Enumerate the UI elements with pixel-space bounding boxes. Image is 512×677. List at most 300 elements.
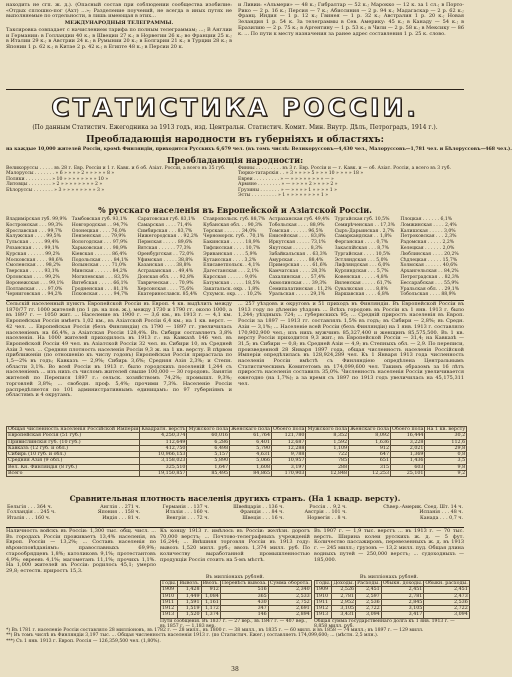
percent-row: Эстляндская . . . 5,0% <box>334 257 388 263</box>
table-cell: Сибирь (10 губ. и обл.) <box>7 452 140 458</box>
nation-row: Поляки . . . . . . . . . » 10 » » » » » » » » 10 » <box>6 176 109 182</box>
table-cell: 2,722 <box>356 606 382 612</box>
percent-row: Уральская . . . . . 29,1% <box>268 292 326 298</box>
table-cell: 10,966,153 <box>140 452 187 458</box>
budget-row <box>315 612 470 618</box>
table-cell: Сумма оборота. <box>269 581 310 586</box>
density-row <box>6 516 464 521</box>
table-cell: 647 <box>349 452 391 458</box>
table-cell: 2,781 <box>381 593 424 599</box>
percent-row: Кутаисская . . . . 3,2% <box>203 257 257 263</box>
table-cell: Германія . . 137 ч. <box>162 505 209 510</box>
percent-row: Минская . . . . . . 84,2% <box>71 269 128 275</box>
table-cell: 1911 <box>315 599 332 605</box>
percent-row: Астраханская . . 49,4% <box>137 269 194 275</box>
percent-row: Якутская . . . . . . 8,3% <box>268 245 323 251</box>
nation-row: Эсты . . . . . . . . . » 1 » » » » » » » » 1 » <box>238 193 329 199</box>
top-right-text: и Ливии: «Альмери» — 48 к.; Гибралтар — 52 к.; Марокко — 12 к. за 1 сл.; в Порто-Рико — 2 р. 16 к.; Персия — 7 к.; Абиссиния — 2 р. 94 к.; Мадагаскар — 2 р. 62 к.; Франц. Индия — 1 р. 12 к.; Гвинея — 1 р. 32 к.; Австралия 1 р. 20 к.; Новая Зеландия 1 р. 54 к. За телеграммы в Сев. Америку: 45 к.; в Канаду — 54 к.; в Бразилию — 2 р. 75 к.; в Аргентину — 1 р. 53 к.; в Чили — 2 р. 58 к.; в Мексику — 86 к. ... По пути к месту назначения за ранее адрес составления 1 р. 25 к. слово. <box>238 2 464 37</box>
nation-row: Армяне . . . . . . . . » — » » » » 2 » » » » 2 » <box>238 182 338 188</box>
percent-row: Калишская . . . . . 3,0% <box>400 228 456 234</box>
table-cell: 8,352 <box>306 433 349 439</box>
table-cell: Обыкн. расходы. <box>425 581 468 586</box>
table-cell: 1909 <box>315 587 332 593</box>
table-cell: 2,533 <box>268 593 311 599</box>
percent-row: Владимірская губ. 99,9% <box>6 217 67 222</box>
density-table <box>6 505 464 525</box>
table-cell: 2,597 <box>356 593 382 599</box>
budget-note: Общая сумма государственнаго долга къ 1 янв. 1913 г. — 8,858 милл. руб. <box>314 618 455 629</box>
percent-row: Тургайская губ. 10,5% <box>334 217 390 222</box>
table-cell: Перевѣсъ вывоза. <box>221 581 267 586</box>
percent-row: Кіевская . . . . . . 86,4% <box>71 251 127 257</box>
percent-row: Приморская . . . . 61,6% <box>268 263 327 269</box>
percent-column <box>6 217 70 299</box>
percent-row: Самарская . . . . 71,4% <box>137 222 192 228</box>
table-cell: 1909 <box>161 587 178 593</box>
table-cell: 3,158,023 <box>140 458 187 464</box>
percent-row: Калужская . . . . 99,5% <box>6 234 61 240</box>
percent-row: Вятская . . . . . . 77,3% <box>137 245 191 251</box>
percent-row: Варшавская . . . . 6,8% <box>334 292 390 298</box>
table-cell: 430 <box>220 599 268 605</box>
table-cell: 0,8 <box>425 452 467 458</box>
table-cell: Швеція . . . 16 ч. <box>242 515 284 521</box>
percent-row: Закаспійская . . . 8,7% <box>334 245 389 251</box>
percent-row: Пензенская . . . 79,9% <box>71 234 126 240</box>
table-cell: 9,8 <box>425 464 467 470</box>
population-row <box>7 471 467 477</box>
table-cell: 3,197 <box>272 464 306 470</box>
percent-row: Харьковская . . . 98,9% <box>71 245 128 251</box>
table-cell: 3,417 <box>381 612 424 618</box>
table-cell: 2,451 <box>424 587 469 593</box>
table-cell: 60,016 <box>187 433 230 439</box>
nation-row: Бѣлоруссы . . . . . . . » 3 » » » » » » » » 3 » <box>6 187 105 193</box>
table-cell: Вел. Кн. Финляндія (8 губ.) <box>7 464 140 470</box>
table-cell: 2,451 <box>381 587 424 593</box>
percent-row: Тобольская . . . . 88,9% <box>400 292 456 298</box>
table-cell: Европейская Россія (51 губ.) <box>7 433 140 439</box>
table-cell: Венгрія . . . 72 ч. <box>166 515 209 521</box>
table-cell: Испанія . . . 48 ч. <box>419 510 463 516</box>
table-cell: 2,781 <box>332 593 356 599</box>
table-cell: Всего <box>7 471 140 477</box>
percent-row: Екатеринославск. 85,4% <box>137 292 198 298</box>
table-cell: 1,369 <box>391 452 425 458</box>
table-cell: 1911 <box>161 599 178 605</box>
table-cell: 5,066 <box>230 458 272 464</box>
table-cell: Норвегія . . 8 ч. <box>307 515 347 521</box>
table-cell: 1,084 <box>201 593 220 599</box>
table-cell: 85,495 <box>187 471 230 477</box>
table-cell: 1,428 <box>178 587 201 593</box>
percent-column <box>137 217 201 299</box>
percent-row: Оренбургская . . 72,0% <box>137 251 194 257</box>
percent-row: Батумская . . . . . 18,5% <box>203 280 260 286</box>
trade-table <box>160 575 310 629</box>
page-title: СТАТИСТИКА РОССІИ. <box>51 93 419 122</box>
table-cell: 603 <box>391 464 425 470</box>
table-cell: 2,021 <box>391 445 425 451</box>
percent-row: Самаркандская . . 1,8% <box>334 234 392 240</box>
table-cell: 1,436 <box>391 458 425 464</box>
percent-row: Олонецкая . . . . 76,0% <box>71 228 127 234</box>
table-cell: 12,848 <box>306 471 349 477</box>
table-cell: 1913 <box>161 612 178 618</box>
nations-heading-2: Преобладающія народности: <box>166 155 304 165</box>
percent-row: Иркутская . . . . . 73,1% <box>268 240 326 246</box>
percent-row: Терская . . . . . . 34,0% <box>203 228 257 234</box>
bottom-mid-text: Къ концу 1913 г. имѣлось въ Россіи: желѣзн. дорогъ 70,000 верстъ; ... Почтово-телеграфныхъ учрежденій 16,244; ... Внѣшняя торговля Россіи въ 1913 году: вывозъ 1,520 милл. руб.; ввозъ 1,374 милл. руб. По количеству выработанной промышленностью продукціи Россія стоитъ на 5-мъ мѣстѣ. <box>160 528 310 563</box>
table-cell: 19,150,857 <box>140 471 187 477</box>
percent-row: Новгородская . . 94,7% <box>71 222 128 228</box>
table-cell: 1,636 <box>349 439 391 445</box>
percent-row: Тамбовская губ. 93,1% <box>71 217 128 222</box>
percent-row: Петроградская . . 82,3% <box>400 274 460 280</box>
percent-row: Херсонская . . . . 75,6% <box>137 286 194 292</box>
percent-row: Полтавская . . . . 97,0% <box>6 286 63 292</box>
telegram-heading: МЕЖДУНАРОДНЫЯ ТЕЛЕГРАММЫ. <box>64 20 174 27</box>
table-cell: 5,890 <box>187 458 230 464</box>
col-header: Женскаго пола <box>350 427 390 432</box>
percent-row: Смоленская . . . 98,2% <box>6 263 61 269</box>
percent-row: Камчатская . . . . 28,3% <box>268 269 326 275</box>
percent-row: Симбирская . . . 83,7% <box>137 228 193 234</box>
table-cell: Канада . . . 0,7 ч. <box>420 515 463 521</box>
top-right-column <box>238 3 464 87</box>
col-header: На 1 кв. версту <box>426 427 466 432</box>
percent-row: Сувалкская . . . . 8,8% <box>334 286 388 292</box>
percent-row: Бакинская . . . . . 18,9% <box>203 240 261 246</box>
table-cell: 1,449 <box>178 593 201 599</box>
percent-row: Плоцкая . . . . . . 6,1% <box>400 217 453 222</box>
narrative-right: ... 257 уѣздовъ и округовъ и 51 приходъ въ Финляндіи. Въ Европейской Россіи въ 1913 году по дѣленію уѣздовъ ... Всѣхъ городовъ въ Россіи къ 1 янв. 1913 г. было 1,244; уѣздныхъ 724; ... губернскихъ 95; ... Средній приростъ населенія въ Европ. Россіи за 1897 — 1913 гг. составлялъ 1,5% въ годъ; въ Сибири — 2,8%; въ Средн. Азіи — 3,1%; ... Населеніе всей Россіи (безъ Финляндіи) на 1 янв. 1913 г. составляло 170,902,900 чел.; изъ нихъ мужчинъ 85,327,400 и женщинъ 85,575,500. Въ 1 кв. версту Россіи приходится 9,3 жит.; въ Европейской Россіи — 31,4; на Кавказѣ — 31,5; въ Сибири — 0,8; въ Средней Азіи — 4,9; въ Степныхъ обл. — 2,9. По переписи, произведенной 28 Января 1897 года, общая численность населенія Россійской Имперіи опредѣлилась въ 128,924,289 чел. Къ 1 Января 1913 года численность населенія Россіи вмѣстѣ съ Финляндіею опредѣлена Центральнымъ Статистическимъ Комитетомъ въ 174,099,600 чел. Такимъ образомъ за 16 лѣтъ приростъ населенія составилъ 35,0%. Численность населенія Россіи увеличивается ежегодно (на 1,7%); а за время съ 1897 по 1913 годъ увеличилась на 45,175,311 чел. <box>238 301 464 387</box>
percent-row: Енисейская . . . . 83,8% <box>268 234 326 240</box>
table-cell: Россія . . 9,2 ч. <box>309 505 347 510</box>
table-cell: Бельгія . . . 364 ч. <box>7 505 53 510</box>
percent-row: Карсская . . . . . . 9,0% <box>203 274 257 280</box>
table-cell: 3,094 <box>424 612 469 618</box>
percent-row: Петроковская . . . 2,3% <box>400 234 457 240</box>
table-cell: 2,894 <box>268 612 311 618</box>
table-cell: Сѣвер.-Америк. Соед. Шт. 14 ч. <box>383 505 463 510</box>
percent-row: Орловская . . . . 99,2% <box>6 274 60 280</box>
percent-heading: % русскаго населенія въ Европейской и Азіатской Россіи. <box>98 205 372 215</box>
percent-column <box>269 217 333 299</box>
top-left-column <box>6 3 232 87</box>
trade-caption: Въ милліонахъ рублей. <box>205 575 265 580</box>
percent-column <box>335 217 399 299</box>
percent-row: Уфимская . . . . . 38,8% <box>137 257 193 263</box>
percent-row: Дагестанская . . . 2,1% <box>203 269 259 275</box>
bottom-right-text: Въ 1907 г. — 1,9 тыс. верстъ ... въ 1913 г. — 70 тыс. верстъ. Ширина колеи русскихъ ж. д. — 5 фут. Количество пассажировъ, перевезенныхъ ж. д. въ 1913 г. — 245 милл.; грузовъ — 13,2 милл. пуд. Общая длина водныхъ путей — 250,000 верстъ; ... судоходныхъ — 185,000. <box>314 528 464 563</box>
table-cell: Австрія . . 101 ч. <box>304 510 347 516</box>
percent-row: Нижегородская . . 92,2% <box>137 234 199 240</box>
table-cell: 2,845 <box>381 599 424 605</box>
percent-row: Акмолинская . . . 39,3% <box>268 280 327 286</box>
col-header: Квадратн. верстъ <box>141 427 186 432</box>
trade-note: Пути сообщенія. Въ 1837 г. — 27 вер., въ 1847 г. — 407 вер., въ 1857 г. — 1,183 вер. <box>160 618 308 629</box>
percent-row: Астраханская губ. 49,4% <box>268 217 330 222</box>
percent-row: Ломжинская . . . . 2,4% <box>400 222 457 228</box>
nation-row: Евреи . . . . . . . . . » — » » » » » » » » — » <box>238 176 334 182</box>
percent-row: Донская обл. . . . 92,8% <box>137 274 195 280</box>
table-cell: 30,2 <box>425 433 467 439</box>
table-cell: 3,105 <box>332 606 356 612</box>
percent-row: Витебская . . . . . 66,1% <box>71 280 128 286</box>
table-cell: Япония . . 158 ч. <box>97 510 141 516</box>
percent-row: Холмская . . . . . . 40,6% <box>400 263 458 269</box>
percent-row: Виленская . . . . . 61,7% <box>334 280 392 286</box>
table-cell: Вывозъ. <box>179 581 200 586</box>
nation-row: Малоруссы . . . . . . . » 6 » » » » 2 » » » » » 8 » <box>6 171 115 177</box>
table-cell: 170,903 <box>272 471 306 477</box>
table-cell: 4,631 <box>230 452 272 458</box>
percent-row: Псковская . . . . . 94,7% <box>71 292 129 298</box>
table-cell: Средняя Азія (9 обл.) <box>7 458 140 464</box>
top-left-text: находить не сгп. ж. д.). (Опасный состав при соблюдении сообщества изобилие: «Отдых сплошно-пог (Ахт) ...»; Разделение поучений, не всегда в иных путях не выполняемые по отдельности, в лишь имеющая в этих... <box>6 2 232 20</box>
percent-row: Забайкальская . . 63,3% <box>268 251 328 257</box>
table-cell: 2,473 <box>424 593 469 599</box>
table-cell: Голландія . . 245 ч. <box>7 510 56 516</box>
percent-row: Ферганская . . . . 0,7% <box>334 240 389 246</box>
table-cell: 3,228 <box>391 439 425 445</box>
percent-grid <box>6 217 464 299</box>
budget-row <box>315 581 470 587</box>
budget-table <box>314 575 468 629</box>
percent-row: Сухумск. окр. . . . 10,2% <box>203 292 262 298</box>
percent-row: Ярославская . . . 99,7% <box>6 228 63 234</box>
table-cell: 1912 <box>315 606 332 612</box>
percent-row: Черниговская . . 94,2% <box>6 292 63 298</box>
table-cell: 2,340 <box>268 587 311 593</box>
table-cell: 1,608 <box>230 464 272 470</box>
nation-row: Финны . . . . . . . . . въ 3 г. Евр. Россіи и — г. Кавк. и — об. Азіат. Россіи, а всего въ 3 губ. <box>238 166 451 171</box>
table-cell: 1913 <box>315 612 332 618</box>
percent-row: Тобольская . . . . 88,9% <box>268 222 325 228</box>
table-cell: 1,109 <box>306 445 349 451</box>
table-cell: 785 <box>306 458 349 464</box>
table-cell: Франція . . . 84 ч. <box>240 510 284 516</box>
table-cell: 3,431 <box>332 612 356 618</box>
percent-row: Сыръ-Дарьинская . 2,7% <box>334 228 395 234</box>
nation-row: Грузины . . . . . . . » — » » » » 1 » » » » 1 » <box>238 187 337 193</box>
table-cell: 1,592 <box>306 439 349 445</box>
percent-row: Рязанская . . . . 99,1% <box>6 245 60 251</box>
table-cell: 347 <box>220 606 268 612</box>
percent-row: Тургайская . . . . 10,5% <box>334 251 391 257</box>
table-cell: 3,105 <box>381 606 424 612</box>
table-cell: 2,722 <box>424 606 469 612</box>
percent-row: Вологодская . . . 97,9% <box>71 240 128 246</box>
col-header: Женскаго пола <box>231 427 271 432</box>
table-cell: 3,5 <box>425 458 467 464</box>
footnote: **) Въ томъ числѣ въ Финляндіи 3,197 тыс. ... Общая численность населенія 1913 г. (по Статистич. Ежег.) составляетъ 174,099,600; ... (мѣстн. 2,5 млн.). <box>6 633 379 639</box>
percent-row: Уральская обл. . . 29,1% <box>400 286 460 292</box>
table-cell: Кавказъ (12 губ. и обл.) <box>7 445 140 451</box>
table-cell: 8,092 <box>349 433 391 439</box>
table-cell: 12,288 <box>272 445 306 451</box>
table-cell: 112,649 <box>140 439 187 445</box>
nations-heading: Преобладающія народности въ губерніяхъ и областяхъ: <box>86 135 384 145</box>
table-cell: Италія . . . 160 ч. <box>165 510 209 516</box>
footnote: *) Въ 1781 г. населеніе Россіи составляло 28 милліоновъ, въ 1782 г. — 28 милл., въ 1800 г. — 38 милл., въ 1835 г. — 60 милл. и въ 1858 — 74 милл.; въ 1897 г. — 129 милл. <box>6 628 424 633</box>
table-cell: 16,444 <box>391 433 425 439</box>
table-cell: Доходы. <box>333 581 355 586</box>
col-header: Обоего пола <box>392 427 424 432</box>
table-cell: Швейцарія . . 136 ч. <box>233 505 284 510</box>
table-cell: 315 <box>349 464 391 470</box>
percent-row: Тверская . . . . . 93,1% <box>6 269 60 275</box>
percent-row: Курляндская . . . 5,7% <box>334 269 389 275</box>
percent-row: Курская . . . . . . 99,2% <box>6 251 60 257</box>
density-heading: Сравнительная плотность населенія другихъ странъ. (На 1 квадр. версту). <box>69 494 401 503</box>
percent-row: Сѣдлецкая . . . . . 15,7% <box>400 257 458 263</box>
table-cell: 2,952 <box>332 599 356 605</box>
narrative-left: Сельскій населенный пунктъ Европейской Россіи въ Европ. 4 кв. выдѣлить между 1870/77 гг. 1000 жителей (по 1 дв. на пов. ж.), между 1730 и 1790 гг. около 1000, а въ 1897 г. — 1050 жит. ... Население въ 1900 г. — 3,6 км., въ 1913 г. — 4,1 км. Европейская Россія имѣетъ 1,02 км., въ Азіатской Россіи 6,4 км.; на 1 кв. верст. — 42 чел. ... Европейская Россія (безъ Финляндіи) съ 1790 — 1897 гг. увеличилась населеніемъ на 66,4%, а Азіатская Россія 128,4%. Въ Сибири составляетъ 3,8% населенія. На 1000 жителей приходилось въ 1913 г.: на Кавказѣ 146 чел. въ Европейской Россіи 49 чел. въ Азіатской Россіи 32 чел. въ Сибири 10, въ Средней Азіи 3 чел. ... Средняя плотность населенія Россіи 9,3 ж. на 1 кв. версту. В пѣрвом приближеніи (по отношенію къ числу годовъ) Европейская Россія прирастала по 1,5—2% въ годъ; Кавказъ — 2,9%; Сибирь 3,6%; Средняя Азія 2,3%; и Степн. области 3,1%. Во всей Россіи въ 1913 г. было городскихъ поселеній 1,244 съ населеніемъ ... изъ нихъ съ числомъ жителей свыше 100,000 — 30 городовъ. Занятія жителей по Перепися 1897 г.: сельск. хозяйствомъ 74,2%; промышл. 9,3%; торговлей 3,8%; ... свободн. проф. 5,4%; прочими 7,3%. Населеніе Россіи распредѣляется по 101 административнымъ единицамъ: по 97 губерніямъ и областямъ и 4 округамъ. <box>6 301 232 399</box>
table-cell: 2,451 <box>356 587 382 593</box>
table-cell: 4,250,374 <box>140 433 187 439</box>
bottom-left-text: Наличность войскъ въ Россіи: 1,300 тыс. общ. числ. ... Въ городахъ Россіи проживаетъ 13,4% населенія, въ Европ. Россіи — 13,2%; ... Составъ населенія по вѣроисповѣданіямъ: православныхъ 69,9%; старообрядцевъ 1,8%; католиковъ 9,1%; протестантовъ 4,9%; евреевъ 4,1%; магометанъ 11,1%; прочихъ 1,1%. На 1,000 жителей въ Россіи: родилось 45,1; умерло 29,8; естеств. приростъ 15,3. <box>6 528 156 574</box>
percent-row: Бессарабская . . . 55,9% <box>400 280 459 286</box>
nations-summary: на каждые 10,000 жителей Россіи, кромѣ Финляндіи, приходится Русскихъ 6,679 чел. (въ томъ числѣ: Великоруссовъ—4,430 чел., Малоруссовъ—1,781 чел. и Бѣлоруссовъ—468 чел.). <box>6 147 512 152</box>
col-header: Обоего пола <box>273 427 305 432</box>
table-cell: 6,401 <box>230 439 272 445</box>
table-cell: 61,764 <box>230 433 272 439</box>
page-subtitle: (По данным Статистич. Ежегодника за 1913 годъ, изд. Центральн. Статистич. Комит. Мин. Внутр. Дѣлъ, Петроградъ, 1914 г.). <box>32 124 438 131</box>
table-cell: 288 <box>306 464 349 470</box>
table-cell: 25,101 <box>391 471 425 477</box>
table-cell: 1,161 <box>201 599 220 605</box>
percent-row: Тифлисская . . . . 10,7% <box>203 245 261 251</box>
table-cell: 9,2 <box>425 471 467 477</box>
table-cell: 912 <box>201 587 220 593</box>
table-cell: 1,591 <box>178 599 201 605</box>
percent-row: Келецкая . . . . . . 2,0% <box>400 245 455 251</box>
table-cell: Индія . . . 81 ч. <box>102 515 141 521</box>
table-cell: 12,253 <box>349 471 391 477</box>
table-cell: 325,510 <box>140 464 187 470</box>
percent-row: Люблинская . . . . 20,2% <box>400 251 459 257</box>
percent-row: Ставропольск. губ. 88,7% <box>203 217 266 222</box>
percent-row: Казанская . . . . 38,8% <box>137 263 191 269</box>
nation-row: Литовцы . . . . . . . . » 2 » » » » » » » » 2 » <box>6 182 103 188</box>
table-cell: 29,8 <box>425 445 467 451</box>
table-cell: 1912 <box>161 606 178 612</box>
table-cell: 1910 <box>315 593 332 599</box>
table-cell: 5,790 <box>230 445 272 451</box>
col-header: Мужского пола <box>188 427 229 432</box>
table-cell: 9,788 <box>272 452 306 458</box>
table-cell: 6,498 <box>187 445 230 451</box>
table-cell: 912 <box>349 445 391 451</box>
table-cell: 1,519 <box>178 606 201 612</box>
percent-row: Закатальск. окр. . 1,8% <box>203 286 260 292</box>
table-cell: 1,520 <box>178 612 201 618</box>
percent-row: Воронежская . . . 99,1% <box>6 280 64 286</box>
nations-left-list <box>6 166 232 202</box>
percent-row: Подольская . . . . 84,1% <box>71 257 129 263</box>
nations-right-list <box>238 166 464 202</box>
table-cell: 2,536 <box>424 599 469 605</box>
table-cell: Обыкн. доходы. <box>382 581 423 586</box>
population-table <box>6 426 464 493</box>
percent-column <box>203 217 267 299</box>
footnote: ***) Съ 1 янв. 1913 г. Европ. Россія — 126,359,500 чел. (1,80%). <box>6 638 161 644</box>
page-number: 38 <box>231 666 239 673</box>
percent-row: Тульская . . . . . 99,4% <box>6 240 59 246</box>
percent-row: Кубанская обл. . . 90,3% <box>203 222 263 228</box>
col-header: Мужского пола <box>307 427 348 432</box>
table-cell: Годы. <box>316 581 331 586</box>
footnotes <box>6 628 464 664</box>
percent-row: Таврическая . . . 70,9% <box>137 280 194 286</box>
divider-top <box>6 89 464 90</box>
percent-row: Радомская . . . . . 2,2% <box>400 240 455 246</box>
percent-row: Амурская . . . . . 88,4% <box>268 257 324 263</box>
percent-row: Могилевская . . . 83,5% <box>71 274 129 280</box>
percent-row: Лифляндская . . . 6,0% <box>334 263 390 269</box>
table-cell: 2,752 <box>268 599 311 605</box>
percent-row: Семирѣченская . . 17,3% <box>334 222 395 228</box>
table-cell: Привислинскія губ. (10 губ.) <box>7 439 140 445</box>
table-cell: Италія . . . 160 ч. <box>7 515 51 521</box>
table-cell: 1,374 <box>201 612 220 618</box>
percent-column <box>400 217 464 299</box>
table-cell: Расходы. <box>357 581 380 586</box>
budget-caption: Въ милліонахъ рублей. <box>359 575 419 580</box>
table-cell: 3,094 <box>356 612 382 618</box>
table-cell: 84,865 <box>230 471 272 477</box>
percent-row: Эриванская . . . . 5,9% <box>203 251 257 257</box>
col-header: Общая численность населенія Россійской Имперіи <box>8 427 139 432</box>
percent-row: Пермская . . . . . 89,6% <box>137 240 193 246</box>
table-cell: 722 <box>306 452 349 458</box>
percent-row: Московская . . . . 98,6% <box>6 257 64 263</box>
table-cell: 121,780 <box>272 433 306 439</box>
nation-row: Тюрко-татарскія . . » 3 » » » » 5 » » » 10 » » » » 18 » <box>238 171 364 177</box>
table-cell: 10,957 <box>272 458 306 464</box>
table-cell: 365 <box>220 593 268 599</box>
percent-row: Костромская . . . 99,3% <box>6 222 63 228</box>
table-cell: Англія . . 271 ч. <box>100 505 141 510</box>
percent-column <box>72 217 136 299</box>
table-cell: 6,286 <box>187 439 230 445</box>
table-cell: 1,647 <box>187 464 230 470</box>
percent-row: Сахалинская . . . 57,4% <box>268 274 326 280</box>
table-cell: 146 <box>220 612 268 618</box>
table-cell: 516 <box>220 587 268 593</box>
table-cell: Годы. <box>162 581 177 586</box>
table-cell: 1,172 <box>201 606 220 612</box>
table-cell: 112,6 <box>425 439 467 445</box>
percent-row: Черноморск. губ. . 70,1% <box>203 234 265 240</box>
trade-row <box>161 581 312 587</box>
percent-row: Архангельская . . 84,2% <box>400 269 459 275</box>
table-cell: 12,687 <box>272 439 306 445</box>
percent-row: Саратовская губ. 83,1% <box>137 217 196 222</box>
percent-row: Волынская . . . . 71,0% <box>71 263 127 269</box>
table-cell: 5,157 <box>187 452 230 458</box>
percent-row: Ковенская . . . . . 4,8% <box>334 274 389 280</box>
table-cell: Ввозъ. <box>202 581 219 586</box>
table-cell: 2,536 <box>356 599 382 605</box>
percent-row: Гродненская . . . 81,1% <box>71 286 129 292</box>
trade-row <box>161 612 312 618</box>
table-cell: 651 <box>349 458 391 464</box>
nation-row: Великоруссы . . . . . въ 28 г. Евр. Россіи и 1 г. Кавк. и 6 об. Азіат. Россіи, а всего въ 35 губ. <box>6 166 226 171</box>
table-cell: 1910 <box>161 593 178 599</box>
